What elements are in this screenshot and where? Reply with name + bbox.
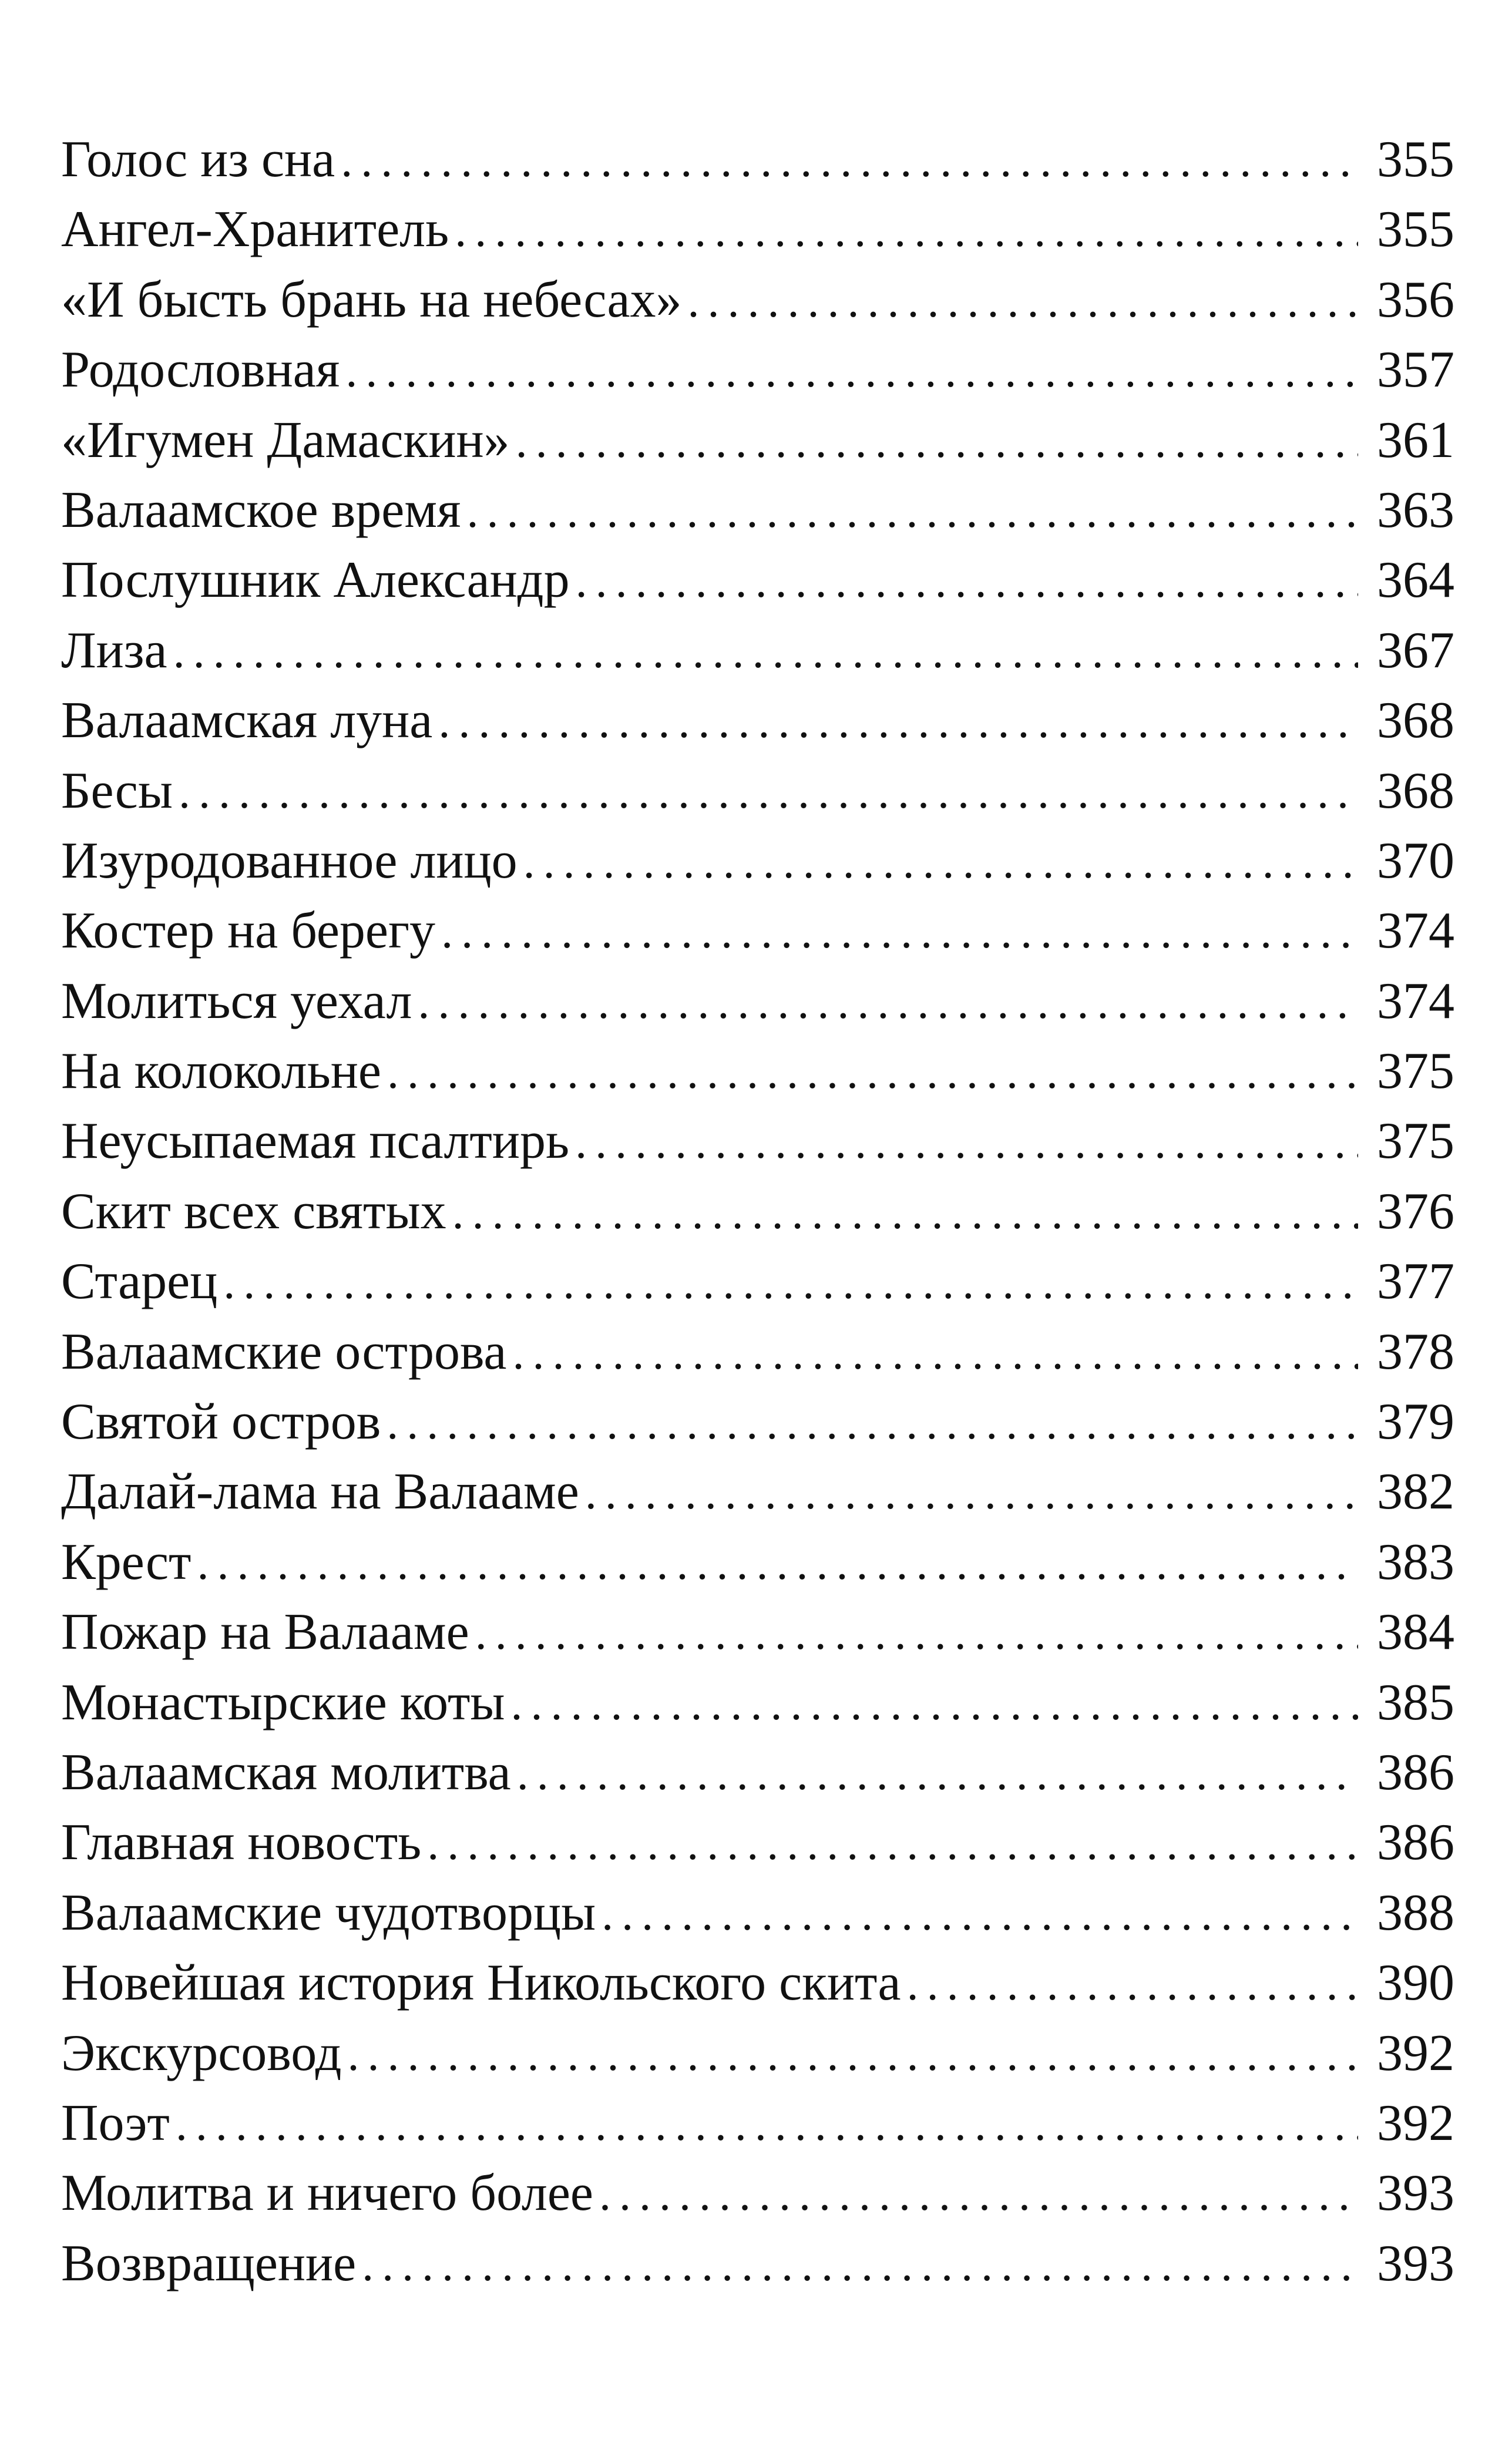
toc-entry-page: 377	[1377, 1253, 1454, 1311]
toc-entry-title: Возвращение	[61, 2234, 357, 2292]
dot-leader	[467, 477, 1359, 547]
toc-entry-title: Главная новость	[61, 1814, 422, 1871]
toc-entry-title: Валаамские острова	[61, 1323, 507, 1380]
dot-leader	[599, 2160, 1358, 2230]
toc-entry-page: 384	[1377, 1604, 1454, 1661]
toc-entry[interactable]	[61, 1387, 1454, 1457]
dot-leader	[516, 407, 1358, 477]
toc-entry-page: 355	[1377, 131, 1454, 188]
toc-entry-page: 374	[1377, 902, 1454, 960]
toc-entry-title: «И бысть брань на небесах»	[61, 271, 682, 328]
toc-entry-page: 386	[1377, 1743, 1454, 1801]
toc-entry-title: Монастырские коты	[61, 1674, 505, 1731]
toc-entry[interactable]	[61, 2088, 1454, 2158]
dot-leader	[427, 1809, 1358, 1879]
toc-entry-title: Святой остров	[61, 1393, 381, 1451]
toc-entry-title: «Игумен Дамаскин»	[61, 411, 510, 469]
dot-leader	[197, 1529, 1358, 1599]
toc-entry[interactable]	[61, 826, 1454, 896]
toc-entry[interactable]	[61, 1668, 1454, 1738]
toc-entry-title: Неусыпаемая псалтирь	[61, 1113, 570, 1170]
toc-entry-page: 392	[1377, 2094, 1454, 2152]
toc-entry-title: Изуродованное лицо	[61, 832, 518, 889]
toc-entry-page: 382	[1377, 1463, 1454, 1521]
toc-entry[interactable]	[61, 1527, 1454, 1597]
toc-entry[interactable]	[61, 2158, 1454, 2228]
toc-entry-page: 386	[1377, 1814, 1454, 1871]
dot-leader	[688, 267, 1358, 337]
toc-entry[interactable]	[61, 1106, 1454, 1176]
toc-entry[interactable]	[61, 1878, 1454, 1948]
dot-leader	[341, 126, 1358, 196]
toc-entry-page: 383	[1377, 1533, 1454, 1591]
dot-leader	[438, 687, 1358, 757]
toc-entry-page: 385	[1377, 1674, 1454, 1731]
toc-entry-title: Костер на берегу	[61, 902, 436, 960]
toc-entry-page: 356	[1377, 271, 1454, 328]
toc-entry-page: 376	[1377, 1182, 1454, 1240]
dot-leader	[362, 2230, 1358, 2300]
toc-entry-title: Ангел-Хранитель	[61, 201, 449, 258]
dot-leader	[173, 617, 1358, 687]
dot-leader	[179, 758, 1358, 828]
toc-entry[interactable]	[61, 1036, 1454, 1106]
toc-entry[interactable]	[61, 335, 1454, 405]
toc-entry[interactable]	[61, 1457, 1454, 1527]
toc-entry-page: 392	[1377, 2024, 1454, 2082]
dot-leader	[387, 1389, 1358, 1459]
toc-entry-page: 378	[1377, 1323, 1454, 1380]
toc-entry-title: Валаамская луна	[61, 692, 433, 750]
toc-entry[interactable]	[61, 545, 1454, 615]
toc-entry[interactable]	[61, 896, 1454, 966]
toc-entry-title: Молиться уехал	[61, 972, 412, 1030]
toc-entry[interactable]	[61, 616, 1454, 686]
toc-entry-title: Поэт	[61, 2094, 170, 2152]
toc-entry[interactable]	[61, 405, 1454, 475]
toc-entry-page: 368	[1377, 762, 1454, 819]
toc-entry[interactable]	[61, 125, 1454, 194]
dot-leader	[511, 1669, 1358, 1739]
toc-entry-title: Крест	[61, 1533, 191, 1591]
table-of-contents	[61, 125, 1454, 2299]
toc-entry-page: 363	[1377, 481, 1454, 539]
dot-leader	[455, 196, 1358, 266]
toc-entry[interactable]	[61, 1807, 1454, 1877]
dot-leader	[345, 337, 1358, 406]
toc-entry-page: 355	[1377, 201, 1454, 258]
toc-entry-page: 375	[1377, 1043, 1454, 1100]
toc-entry[interactable]	[61, 2229, 1454, 2299]
toc-entry-title: Родословная	[61, 341, 340, 399]
toc-entry[interactable]	[61, 265, 1454, 335]
toc-entry-page: 390	[1377, 1954, 1454, 2012]
toc-entry-page: 370	[1377, 832, 1454, 889]
dot-leader	[907, 1950, 1358, 2020]
toc-entry[interactable]	[61, 1597, 1454, 1667]
toc-entry-title: Старец	[61, 1253, 218, 1311]
toc-entry[interactable]	[61, 1948, 1454, 2018]
toc-entry-page: 367	[1377, 621, 1454, 679]
toc-entry-page: 374	[1377, 972, 1454, 1030]
dot-leader	[475, 1599, 1358, 1669]
dot-leader	[576, 547, 1358, 617]
toc-entry[interactable]	[61, 1317, 1454, 1387]
dot-leader	[441, 898, 1358, 967]
toc-entry-page: 368	[1377, 692, 1454, 750]
toc-entry[interactable]	[61, 2018, 1454, 2088]
toc-entry-page: 393	[1377, 2234, 1454, 2292]
toc-entry[interactable]	[61, 475, 1454, 545]
toc-entry-page: 357	[1377, 341, 1454, 399]
toc-entry-title: Голос из сна	[61, 131, 335, 188]
toc-entry[interactable]	[61, 1177, 1454, 1246]
dot-leader	[176, 2090, 1358, 2160]
toc-entry[interactable]	[61, 966, 1454, 1036]
dot-leader	[418, 968, 1358, 1038]
dot-leader	[387, 1038, 1358, 1108]
dot-leader	[452, 1178, 1358, 1248]
toc-entry-title: Послушник Александр	[61, 552, 570, 609]
toc-entry-page: 379	[1377, 1393, 1454, 1451]
toc-entry-page: 393	[1377, 2165, 1454, 2222]
toc-entry-page: 388	[1377, 1884, 1454, 1941]
toc-entry[interactable]	[61, 1738, 1454, 1807]
toc-entry-title: Пожар на Валааме	[61, 1604, 469, 1661]
toc-entry-page: 364	[1377, 552, 1454, 609]
toc-entry-page: 375	[1377, 1113, 1454, 1170]
toc-entry[interactable]	[61, 686, 1454, 755]
toc-entry-title: Молитва и ничего более	[61, 2165, 593, 2222]
toc-entry-title: Валаамские чудотворцы	[61, 1884, 596, 1941]
dot-leader	[347, 2020, 1358, 2090]
dot-leader	[517, 1739, 1358, 1809]
dot-leader	[512, 1319, 1358, 1389]
dot-leader	[575, 1108, 1358, 1178]
dot-leader	[585, 1459, 1358, 1528]
toc-entry-title: Валаамское время	[61, 481, 461, 539]
toc-entry-title: На колокольне	[61, 1043, 381, 1100]
toc-entry[interactable]	[61, 756, 1454, 826]
toc-entry[interactable]	[61, 194, 1454, 264]
dot-leader	[602, 1880, 1358, 1950]
toc-entry-title: Новейшая история Никольского скита	[61, 1954, 901, 2012]
toc-entry-title: Валаамская молитва	[61, 1743, 511, 1801]
toc-entry-page: 361	[1377, 411, 1454, 469]
dot-leader	[223, 1248, 1358, 1318]
toc-entry-title: Экскурсовод	[61, 2024, 342, 2082]
toc-entry-title: Лиза	[61, 621, 167, 679]
toc-entry[interactable]	[61, 1246, 1454, 1316]
toc-entry-title: Далай-лама на Валааме	[61, 1463, 579, 1521]
dot-leader	[523, 828, 1358, 898]
toc-entry-title: Бесы	[61, 762, 173, 819]
toc-entry-title: Скит всех святых	[61, 1182, 446, 1240]
